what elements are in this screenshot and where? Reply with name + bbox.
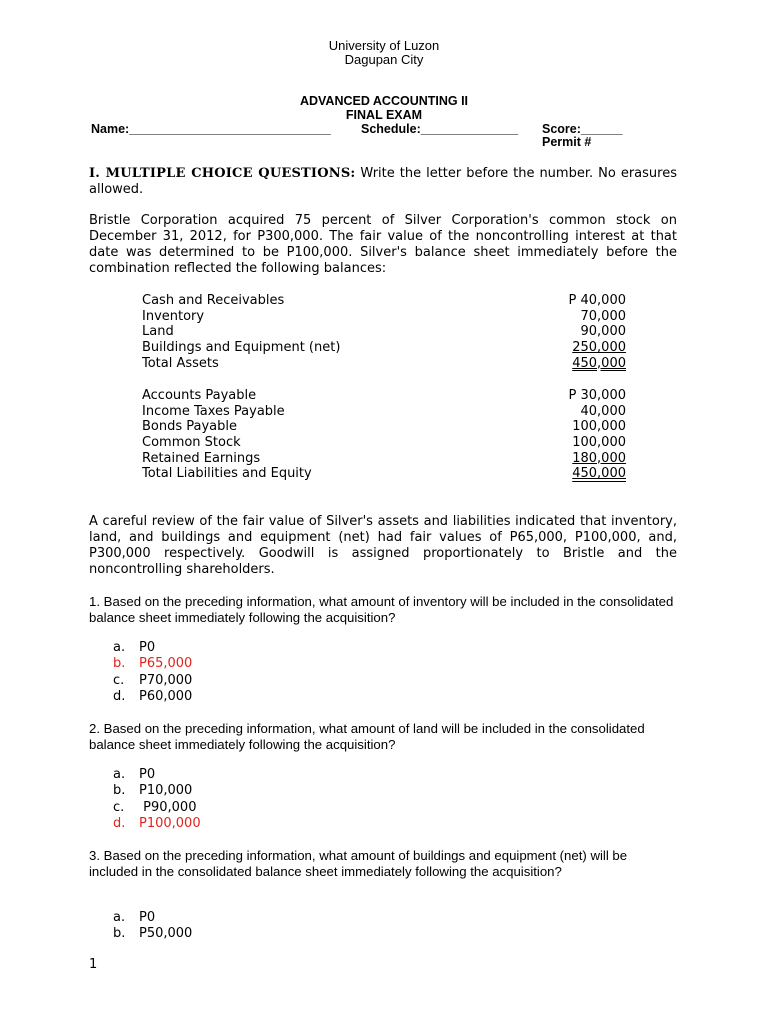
table-row <box>142 404 626 420</box>
row-label: Common Stock <box>142 435 241 451</box>
problem-intro: Bristle Corporation acquired 75 percent of Silver Corporation's common stock on December 31, 2012, for P300,000. The fair value of the noncontrolling interest at that date was determined to be P100,000. Silver's balance sheet immediately before the combination reflected the following balances: <box>89 213 677 276</box>
row-label: Accounts Payable <box>142 388 257 403</box>
row-label: Buildings and Equipment (net) <box>142 340 341 356</box>
choice-b-answer[interactable]: b. P65,000 <box>113 656 193 672</box>
row-label: Total Assets <box>142 355 219 371</box>
table-row <box>142 435 626 451</box>
choice-a[interactable]: a. P0 <box>113 767 156 782</box>
university-name: University of Luzon <box>328 38 440 53</box>
city-name: Dagupan City <box>344 52 424 67</box>
row-value: 90,000 <box>580 324 626 340</box>
table-row <box>142 388 626 404</box>
row-value: 40,000 <box>580 403 626 419</box>
course-title: ADVANCED ACCOUNTING II <box>299 94 469 108</box>
row-value: 70,000 <box>580 308 626 324</box>
row-label: Bonds Payable <box>142 419 238 435</box>
choice-c[interactable]: c. P70,000 <box>113 672 193 688</box>
row-value: 450,000 <box>572 466 626 482</box>
row-label: Land <box>142 324 174 340</box>
table-row <box>142 451 626 467</box>
schedule-field: Schedule:______________ <box>361 122 519 136</box>
row-value: 100,000 <box>572 419 626 435</box>
row-value: P 30,000 <box>568 388 626 403</box>
question-2-choices <box>113 767 201 833</box>
choice-d-answer[interactable]: d. P100,000 <box>113 816 201 832</box>
row-value: 180,000 <box>572 450 626 466</box>
section-instructions <box>89 166 677 198</box>
question-3-choices <box>113 910 192 943</box>
row-value: P 40,000 <box>568 293 626 308</box>
question-2-text: 2. Based on the preceding information, what amount of land will be included in the consolidated balance sheet immediately following the acquisition? <box>89 721 645 752</box>
table-row <box>142 466 626 482</box>
row-label: Inventory <box>142 308 205 324</box>
row-value: 250,000 <box>572 340 626 356</box>
instructions-text: Write the letter before the number. No erasures allowed. <box>89 166 677 197</box>
section-title: I. MULTIPLE CHOICE QUESTIONS: <box>89 166 356 181</box>
page-number: 1 <box>89 957 98 972</box>
row-label: Income Taxes Payable <box>142 403 285 419</box>
row-label: Cash and Receivables <box>142 293 285 308</box>
row-label: Total Liabilities and Equity <box>142 466 312 482</box>
row-value: 450,000 <box>572 355 626 371</box>
table-row <box>142 309 626 325</box>
table-row <box>142 324 626 340</box>
choice-b[interactable]: b. P10,000 <box>113 783 193 799</box>
choice-d[interactable]: d. P60,000 <box>113 689 193 705</box>
question-3-text: 3. Based on the preceding information, what amount of buildings and equipment (net) will be included in the consolidated balance sheet immediately following the acquisition? <box>89 848 628 879</box>
choice-a[interactable]: a. P0 <box>113 910 156 925</box>
exam-title: FINAL EXAM <box>345 108 423 122</box>
row-value: 100,000 <box>572 435 626 451</box>
table-row <box>142 356 626 372</box>
name-field: Name:_____________________________ <box>91 122 331 136</box>
permit-field: Permit # <box>542 135 592 149</box>
choice-b[interactable]: b. P50,000 <box>113 926 193 942</box>
fair-value-review: A careful review of the fair value of Silver's assets and liabilities indicated that inventory, land, and buildings and equipment (net) had fair values of P65,000, P100,000, and, P300,000 respectively. Goodwill is assigned proportionately to Bristle and the noncontrolling shareholders. <box>89 514 677 577</box>
question-1-text: 1. Based on the preceding information, what amount of inventory will be included in the consolidated balance sheet immediately following the acquisition? <box>89 594 674 625</box>
table-row <box>142 293 626 309</box>
table-row <box>142 419 626 435</box>
question-1-choices <box>113 640 192 706</box>
choice-c[interactable]: c. P90,000 <box>113 799 197 815</box>
choice-a[interactable]: a. P0 <box>113 640 156 655</box>
assets-table <box>142 293 626 371</box>
table-row <box>142 340 626 356</box>
liabilities-table <box>142 388 626 482</box>
row-label: Retained Earnings <box>142 450 261 466</box>
score-field: Score:______ <box>542 122 623 136</box>
